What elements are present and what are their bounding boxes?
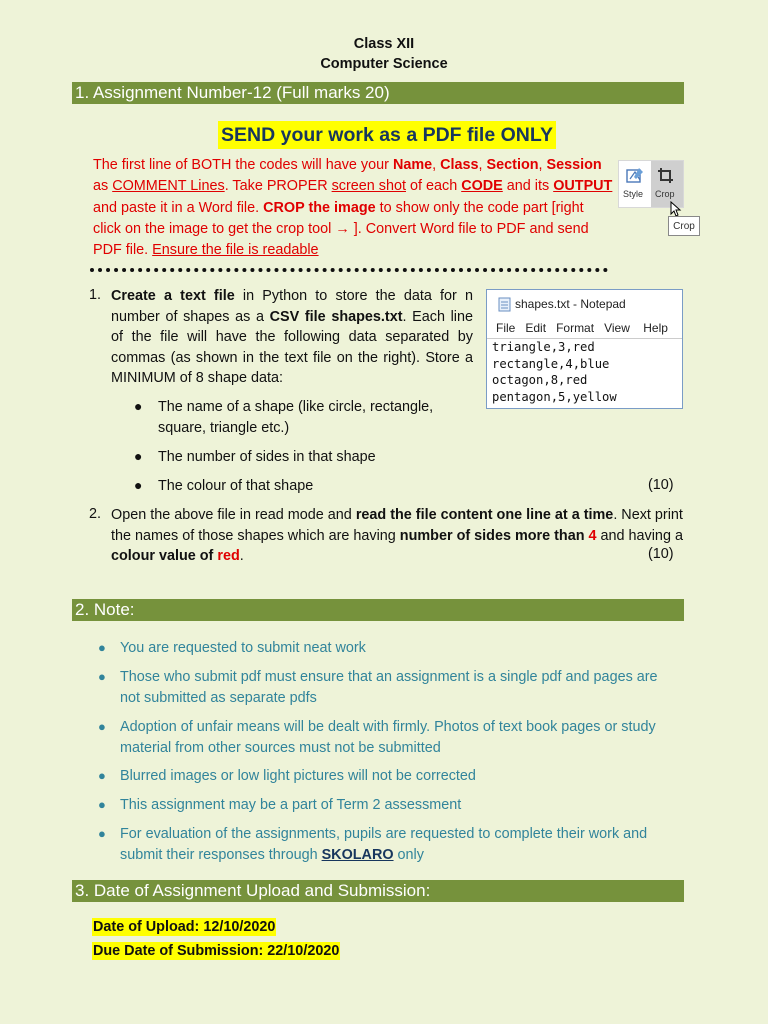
crop-tooltip: Crop <box>668 216 700 236</box>
notepad-line: octagon,8,red <box>492 373 588 387</box>
bullet-dot: ● <box>134 398 143 414</box>
instructions-paragraph: The first line of BOTH the codes will have your Name, Class, Section, Session as COMMENT Lines. Take PROPER screen shot of each CODE and its OUTPUT and paste it in a Word file. CROP the image to show only the code part [right click on the image to get the crop tool → ]. Convert Word file to PDF and send PDF file. Ensure the file is readable <box>93 157 613 259</box>
q1-bullet-sides: The number of sides in that shape <box>158 449 376 465</box>
style-label: Style <box>623 189 644 199</box>
dotted-divider <box>90 268 608 272</box>
notepad-title: shapes.txt - Notepad <box>515 297 626 311</box>
upload-date: Date of Upload: 12/10/2020 <box>93 919 276 935</box>
due-date: Due Date of Submission: 22/10/2020 <box>93 943 340 959</box>
note-item: You are requested to submit neat work <box>120 640 366 656</box>
bullet-dot: ● <box>134 448 143 464</box>
notepad-window <box>486 289 683 409</box>
class-heading: Class XII <box>353 36 415 52</box>
menu-file[interactable]: File <box>496 321 516 335</box>
skolaro-link[interactable]: SKOLARO <box>321 846 394 863</box>
q1-bullet-colour: The colour of that shape <box>158 478 314 494</box>
bullet-dot: ● <box>134 477 143 493</box>
question-2-number: 2. <box>89 506 102 522</box>
notepad-line: triangle,3,red <box>492 340 595 354</box>
question-1-text: Create a text file in Python to store the data for n number of shapes as a CSV file shapes.txt. Each line of the file will have the following data separated by commas (as shown in the text file on the right). Store a MINIMUM of 8 shape data: <box>111 288 473 387</box>
section-1-header: 1. Assignment Number-12 (Full marks 20) <box>72 82 684 104</box>
notepad-line: pentagon,5,yellow <box>492 389 617 404</box>
note-item: This assignment may be a part of Term 2 assessment <box>120 797 462 813</box>
style-icon <box>625 166 645 186</box>
mouse-cursor-icon <box>670 201 682 217</box>
bullet-dot: ● <box>98 826 106 841</box>
note-item: Blurred images or low light pictures will not be corrected <box>120 768 476 784</box>
bullet-dot: ● <box>98 640 106 655</box>
notepad-file-icon <box>498 297 511 312</box>
subject-heading: Computer Science <box>320 56 448 72</box>
question-2-text: Open the above file in read mode and read the file content one line at a time. Next print the names of those shapes which are having number of sides more than 4 and having a colour value of red. <box>111 507 683 565</box>
note-item: Adoption of unfair means will be dealt with firmly. Photos of text book pages or study material from other sources must not be submitted <box>120 719 656 756</box>
bullet-dot: ● <box>98 768 106 783</box>
note-item: Those who submit pdf must ensure that an assignment is a single pdf and pages are not submitted as separate pdfs <box>120 669 658 706</box>
menu-format[interactable]: Format <box>556 321 595 335</box>
section-3-header: 3. Date of Assignment Upload and Submission: <box>72 880 684 902</box>
notepad-menu-bar <box>496 321 668 335</box>
send-pdf-banner: SEND your work as a PDF file ONLY <box>218 121 556 149</box>
note-item-skolaro: For evaluation of the assignments, pupils are requested to complete their work and submit their responses through SKOLARO only <box>120 826 648 863</box>
bullet-dot: ● <box>98 669 106 684</box>
crop-label: Crop <box>655 189 675 199</box>
menu-view[interactable]: View <box>604 321 630 335</box>
bullet-dot: ● <box>98 719 106 734</box>
menu-help[interactable]: Help <box>643 321 668 335</box>
menu-edit[interactable]: Edit <box>525 321 547 335</box>
q1-marks: (10) <box>648 477 674 493</box>
q2-marks: (10) <box>648 546 674 562</box>
notepad-line: rectangle,4,blue <box>492 356 610 371</box>
notepad-content <box>492 339 617 405</box>
section-2-header: 2. Note: <box>72 599 684 621</box>
question-1-number: 1. <box>89 287 102 303</box>
bullet-dot: ● <box>98 797 106 812</box>
crop-icon <box>656 166 676 186</box>
q1-bullet-shape-name: The name of a shape (like circle, rectangle, square, triangle etc.) <box>158 399 434 436</box>
